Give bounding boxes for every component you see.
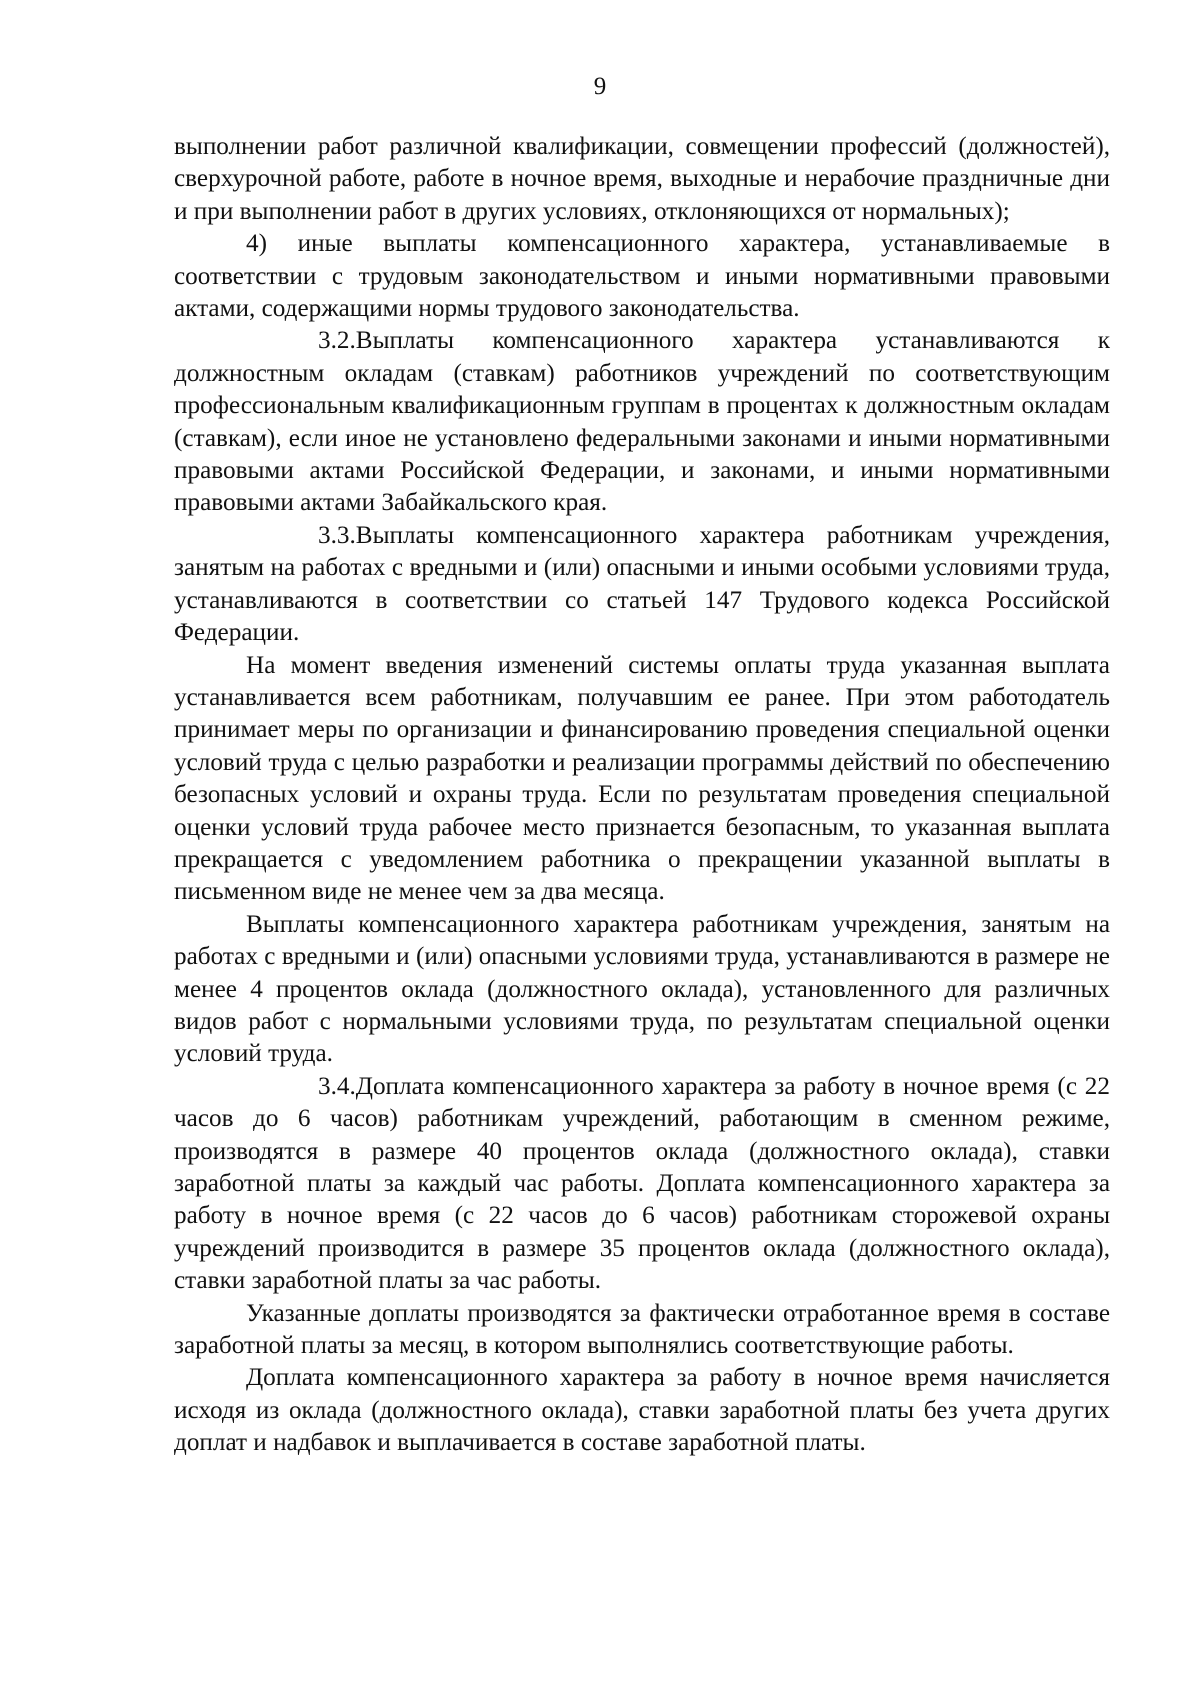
clause-3-3 bbox=[174, 520, 1110, 650]
clause-number: 3.3. bbox=[318, 521, 356, 549]
paragraph-text: Указанные доплаты производятся за фактически отработанное время в составе заработной платы за месяц, в котором выполнялись соответствующие работы. bbox=[174, 1299, 1110, 1360]
paragraph-text: Выплаты компенсационного характера работникам учреждения, занятым на работах с вредными и (или) опасными и иными особыми условиями труда, устанавливаются в соответствии со статьей 147 Трудового кодекса Российской Федерации. bbox=[174, 521, 1110, 647]
document-body bbox=[174, 131, 1110, 1460]
clause-number: 3.4. bbox=[318, 1072, 356, 1100]
clause-3-4 bbox=[174, 1071, 1110, 1298]
paragraph-text: Доплата компенсационного характера за работу в ночное время начисляется исходя из оклада (должностного оклада), ставки заработной платы без учета других доплат и надбавок и выплачивается в составе заработной платы. bbox=[174, 1364, 1110, 1457]
paragraph-text: 4) иные выплаты компенсационного характера, устанавливаемые в соответствии с трудовым законодательством и иными нормативными правовыми актами, содержащими нормы трудового законодательства. bbox=[174, 230, 1110, 323]
paragraph-text: Выплаты компенсационного характера работникам учреждения, занятым на работах с вредными и (или) опасными условиями труда, устанавливаются в размере не менее 4 процентов оклада (должностного оклада), установленного для различных видов работ с нормальными условиями труда, по результатам специальной оценки условий труда. bbox=[174, 910, 1110, 1068]
clause-3-2 bbox=[174, 325, 1110, 519]
paragraph-continuation bbox=[174, 131, 1110, 228]
paragraph-text: выполнении работ различной квалификации, совмещении профессий (должностей), сверхурочной работе, работе в ночное время, выходные и нерабочие праздничные дни и при выполнении работ в других условиях, отклоняющихся от нормальных); bbox=[174, 133, 1110, 225]
paragraph-text: На момент введения изменений системы оплаты труда указанная выплата устанавливается всем работникам, получавшим ее ранее. При этом работодатель принимает меры по организации и финансированию проведения специальной оценки условий труда с целью разработки и реализации программы действий по обеспечению безопасных условий и охраны труда. Если по результатам проведения специальной оценки условий труда рабочее место признается безопасным, то указанная выплата прекращается с уведомлением работника о прекращении указанной выплаты в письменном виде не менее чем за два месяца. bbox=[174, 651, 1110, 906]
paragraph-harmful-conditions bbox=[174, 909, 1110, 1071]
paragraph-sout bbox=[174, 650, 1110, 909]
paragraph-night-calc bbox=[174, 1362, 1110, 1459]
paragraph-text: Выплаты компенсационного характера устанавливаются к должностным окладам (ставкам) работников учреждений по соответствующим профессиональным квалификационным группам в процентах к должностным окладам (ставкам), если иное не установлено федеральными законами и иными нормативными правовыми актами Российской Федерации, и законами, и иными нормативными правовыми актами Забайкальского края. bbox=[174, 327, 1110, 517]
page-number: 9 bbox=[593, 73, 607, 100]
paragraph-item-4 bbox=[174, 228, 1110, 325]
paragraph-actual-time bbox=[174, 1298, 1110, 1363]
clause-number: 3.2. bbox=[318, 327, 356, 355]
paragraph-text: Доплата компенсационного характера за работу в ночное время (с 22 часов до 6 часов) работникам учреждений, работающим в сменном режиме, производятся в размере 40 процентов оклада (должностного оклада), ставки заработной платы за каждый час работы. Доплата компенсационного характера за работу в ночное время (с 22 часов до 6 часов) работникам сторожевой охраны учреждений производится в размере 35 процентов оклада (должностного оклада), ставки заработной платы за час работы. bbox=[174, 1072, 1110, 1295]
